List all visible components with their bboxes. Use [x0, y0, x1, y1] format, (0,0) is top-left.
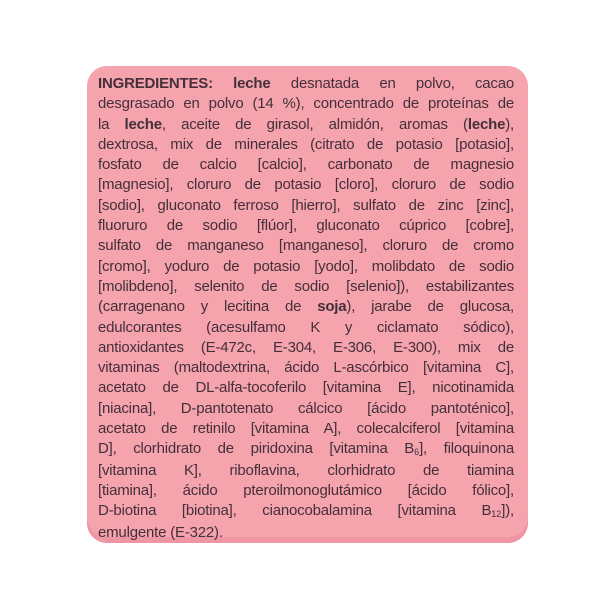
- ingredient-emphasis: leche: [124, 115, 162, 133]
- ingredients-line: [98, 297, 514, 317]
- ingredients-line: [98, 523, 514, 543]
- ingredients-line: [98, 236, 514, 256]
- ingredient-text: fluoruro de sodio [flúor], gluconato cúprico [cobre],: [98, 217, 514, 235]
- ingredients-line: [98, 216, 514, 236]
- ingredients-line: [98, 257, 514, 277]
- ingredients-line: [98, 318, 514, 338]
- ingredients-line: [98, 155, 514, 175]
- ingredient-text: [vitamina K], riboflavina, clorhidrato de tiamina: [98, 461, 514, 479]
- ingredient-text: ), jarabe de glucosa,: [346, 298, 515, 316]
- ingredient-text: [niacina], D-pantotenato cálcico [ácido pantoténico],: [98, 399, 514, 417]
- ingredients-line: [98, 94, 514, 114]
- ingredient-text: ]),: [501, 502, 514, 520]
- ingredient-text: acetato de DL-alfa-tocoferilo [vitamina E], nicotinamida: [98, 379, 514, 397]
- ingredients-line: [98, 378, 514, 398]
- vitamin-subscript: 12: [491, 509, 502, 520]
- ingredients-line: [98, 419, 514, 439]
- ingredient-text: [molibdeno], selenito de sodio [selenio]), estabilizantes: [98, 277, 514, 295]
- ingredient-text: D], clorhidrato de piridoxina [vitamina B: [98, 440, 415, 458]
- ingredient-emphasis: INGREDIENTES: leche: [98, 75, 271, 92]
- ingredients-line: [98, 501, 514, 522]
- ingredient-text: sulfato de manganeso [manganeso], cloruro de cromo: [98, 237, 514, 255]
- ingredient-text: antioxidantes (E-472c, E-304, E-306, E-300), mix de: [98, 338, 514, 356]
- ingredient-text: desnatada en polvo, cacao: [270, 75, 514, 92]
- ingredient-text: acetato de retinilo [vitamina A], colecalciferol [vitamina: [98, 420, 514, 438]
- ingredient-text: emulgente (E-322).: [98, 523, 223, 541]
- ingredient-text: (carragenano y lecitina de: [98, 298, 318, 316]
- ingredient-text: D-biotina [biotina], cianocobalamina [vitamina B: [98, 502, 492, 520]
- ingredient-text: ], filoquinona: [419, 440, 515, 458]
- ingredient-text: [tiamina], ácido pteroilmonoglutámico [ácido fólico],: [98, 481, 514, 499]
- ingredients-line: [98, 115, 514, 135]
- ingredients-line: [98, 196, 514, 216]
- vitamin-subscript: 6: [414, 447, 420, 458]
- ingredients-line: [98, 74, 514, 94]
- ingredient-text: la: [98, 115, 125, 133]
- ingredients-line: [98, 175, 514, 195]
- ingredient-emphasis: soja: [317, 298, 347, 316]
- ingredients-line: [98, 481, 514, 501]
- ingredients-line: [98, 461, 514, 481]
- ingredient-text: dextrosa, mix de minerales (citrato de potasio [potasio],: [98, 135, 514, 153]
- ingredients-line: [98, 135, 514, 155]
- ingredients-line: [98, 439, 514, 460]
- ingredients-line: [98, 358, 514, 378]
- ingredient-text: [cromo], yoduro de potasio [yodo], molibdato de sodio: [98, 257, 514, 275]
- ingredients-line: [98, 399, 514, 419]
- ingredient-text: ),: [505, 115, 514, 133]
- ingredient-text: desgrasado en polvo (14 %), concentrado de proteínas de: [98, 95, 514, 113]
- ingredients-line: [98, 338, 514, 358]
- ingredient-text: , aceite de girasol, almidón, aromas (: [161, 115, 468, 133]
- ingredient-text: edulcorantes (acesulfamo K y ciclamato sódico),: [98, 318, 514, 336]
- ingredients-text: [98, 74, 514, 543]
- ingredient-text: [magnesio], cloruro de potasio [cloro], cloruro de sodio: [98, 176, 514, 194]
- ingredient-emphasis: leche: [467, 115, 506, 133]
- ingredient-text: [sodio], gluconato ferroso [hierro], sulfato de zinc [zinc],: [98, 196, 514, 214]
- ingredients-label: [87, 66, 528, 543]
- ingredient-text: vitaminas (maltodextrina, ácido L-ascórbico [vitamina C],: [98, 359, 514, 377]
- ingredients-line: [98, 277, 514, 297]
- ingredient-text: fosfato de calcio [calcio], carbonato de magnesio: [98, 156, 514, 174]
